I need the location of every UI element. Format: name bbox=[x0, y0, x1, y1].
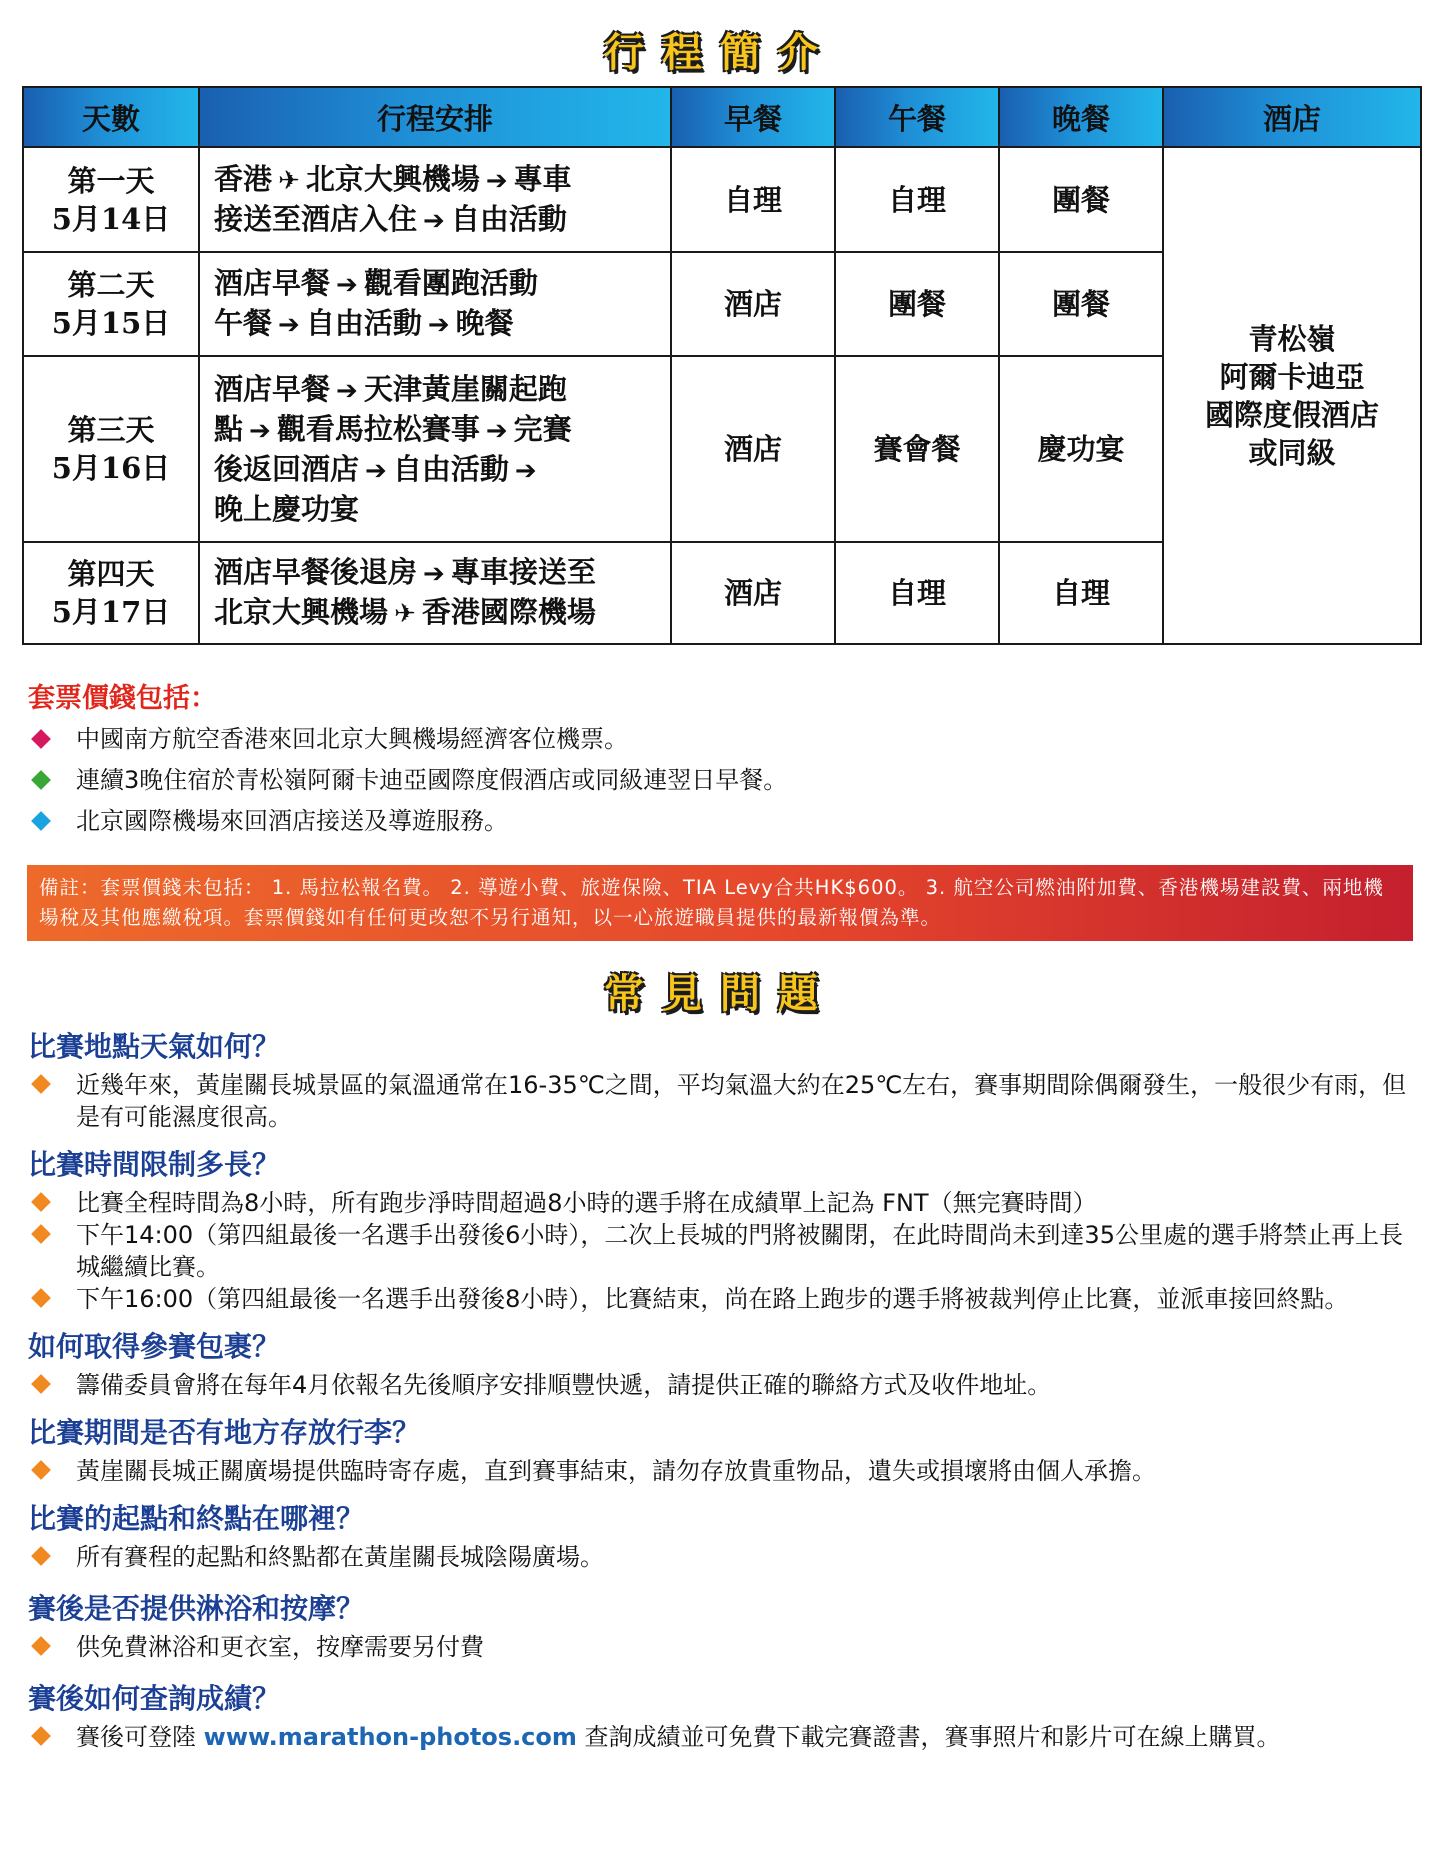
inclusion-text: 連續3晚住宿於青松嶺阿爾卡迪亞國際度假酒店或同級連翌日早餐。 bbox=[76, 766, 788, 794]
right-arrow-icon: ➔ bbox=[423, 205, 445, 236]
faq-answer-text: 黃崖關長城正關廣場提供臨時寄存處，直到賽事結束，請勿存放貴重物品，遺失或損壞將由個人承擔。 bbox=[76, 1457, 1156, 1485]
breakfast-cell: 酒店 bbox=[671, 252, 835, 356]
right-arrow-icon: ➔ bbox=[278, 310, 300, 340]
right-arrow-icon: ➔ bbox=[427, 310, 450, 340]
right-arrow-icon: ➔ bbox=[365, 456, 387, 486]
route-line bbox=[214, 304, 660, 344]
route-stop: 完賽 bbox=[513, 412, 572, 446]
faq-answer-text: 賽後可登陸 bbox=[76, 1723, 204, 1751]
faq-answer-list bbox=[28, 1187, 1418, 1315]
day-label: 第四天 bbox=[67, 557, 155, 591]
faq-answer-text: 供免費淋浴和更衣室，按摩需要另付費 bbox=[76, 1633, 484, 1661]
route-line bbox=[214, 553, 660, 593]
faq-answer bbox=[28, 1219, 1418, 1283]
route-line bbox=[214, 490, 660, 528]
route-cell bbox=[199, 542, 671, 644]
breakfast-cell: 自理 bbox=[671, 147, 835, 252]
diamond-bullet-icon bbox=[31, 1726, 51, 1746]
header-breakfast: 早餐 bbox=[671, 87, 835, 147]
route-stop: 後返回酒店 bbox=[214, 452, 360, 486]
faq-item bbox=[28, 1411, 1418, 1487]
diamond-bullet-icon bbox=[31, 1546, 51, 1566]
route-cell bbox=[199, 147, 671, 252]
faq-answer-list bbox=[28, 1721, 1418, 1753]
diamond-bullet-icon bbox=[31, 1460, 51, 1480]
right-arrow-icon: ➔ bbox=[485, 165, 508, 196]
faq-answer-text: 近幾年來，黃崖關長城景區的氣溫通常在16-35℃之間，平均氣溫大約在25℃左右，賽事期間除偶爾發生，一般很少有雨，但是有可能濕度很高。 bbox=[76, 1071, 1407, 1131]
diamond-bullet-icon bbox=[31, 1288, 51, 1308]
route-cell bbox=[199, 252, 671, 356]
route-cell bbox=[199, 356, 671, 542]
route-stop: 自由活動 bbox=[305, 306, 422, 340]
route-stop: 酒店早餐 bbox=[214, 266, 331, 300]
hotel-name-line: 國際度假酒店 bbox=[1204, 397, 1379, 432]
route-stop: 自由活動 bbox=[450, 201, 567, 236]
diamond-bullet-icon bbox=[31, 1192, 51, 1212]
faq-answer bbox=[28, 1369, 1418, 1401]
inclusion-text: 中國南方航空香港來回北京大興機場經濟客位機票。 bbox=[76, 725, 628, 753]
route-stop: 天津黃崖關起跑 bbox=[363, 372, 567, 406]
faq-answer-list bbox=[28, 1455, 1418, 1487]
lunch-cell: 自理 bbox=[835, 542, 999, 644]
faq-item bbox=[28, 1587, 1418, 1663]
inclusion-item bbox=[28, 765, 787, 806]
diamond-bullet-icon bbox=[31, 1074, 51, 1094]
faq-question: 比賽地點天氣如何？ bbox=[28, 1030, 281, 1063]
faq-item bbox=[28, 1677, 1418, 1753]
header-hotel: 酒店 bbox=[1163, 87, 1421, 147]
route-line bbox=[214, 200, 660, 240]
right-arrow-icon: ➔ bbox=[249, 416, 271, 446]
inclusion-text: 北京國際機場來回酒店接送及導遊服務。 bbox=[76, 807, 508, 835]
diamond-bullet-icon bbox=[31, 1224, 51, 1244]
route-stop: 北京大興機場 bbox=[305, 161, 480, 196]
right-arrow-icon: ➔ bbox=[336, 270, 358, 300]
note-banner: 備註：套票價錢未包括： 1. 馬拉松報名費。 2. 導遊小費、旅遊保險、TIA Levy合共HK$600。 3. 航空公司燃油附加費、香港機場建設費、兩地機場稅及其他應繳稅項。套票價錢如有任何更改恕不另行通知，以一心旅遊職員提供的最新報價為準。 bbox=[27, 865, 1413, 941]
faq-title: 常見問題 bbox=[604, 970, 836, 1017]
lunch-cell: 自理 bbox=[835, 147, 999, 252]
lunch-cell: 團餐 bbox=[835, 252, 999, 356]
faq-answer bbox=[28, 1721, 1418, 1753]
day-label: 第三天 bbox=[67, 413, 155, 447]
day-label: 第二天 bbox=[67, 268, 155, 302]
route-line bbox=[214, 370, 660, 410]
diamond-bullet-icon bbox=[31, 770, 51, 790]
breakfast-cell: 酒店 bbox=[671, 356, 835, 542]
dinner-cell: 團餐 bbox=[999, 147, 1163, 252]
day-cell bbox=[23, 542, 199, 644]
route-stop: 香港國際機場 bbox=[421, 595, 596, 629]
route-stop: 晚餐 bbox=[455, 306, 514, 340]
itinerary-title: 行程簡介 bbox=[604, 29, 836, 76]
faq-answer bbox=[28, 1455, 1418, 1487]
day-date: 5月16日 bbox=[51, 451, 171, 485]
inclusions-title: 套票價錢包括： bbox=[28, 683, 217, 714]
results-website-link[interactable]: www.marathon-photos.com bbox=[203, 1723, 577, 1751]
route-stop: 自由活動 bbox=[392, 452, 509, 486]
route-line bbox=[214, 450, 660, 490]
faq-answer-text: 比賽全程時間為8小時，所有跑步淨時間超過8小時的選手將在成績單上記為 FNT（無完賽時間） bbox=[76, 1189, 1097, 1217]
route-stop: 香港 bbox=[214, 161, 273, 196]
route-stop: 點 bbox=[214, 412, 244, 446]
faq-item bbox=[28, 1325, 1418, 1401]
right-arrow-icon: ➔ bbox=[336, 376, 358, 406]
inclusions-list bbox=[28, 724, 787, 847]
faq-answer bbox=[28, 1631, 1418, 1663]
diamond-bullet-icon bbox=[31, 811, 51, 831]
diamond-bullet-icon bbox=[31, 1374, 51, 1394]
route-stop: 觀看團跑活動 bbox=[363, 266, 538, 300]
route-stop: 專車 bbox=[513, 161, 572, 196]
faq-answer-text: 籌備委員會將在每年4月依報名先後順序安排順豐快遞，請提供正確的聯絡方式及收件地址。 bbox=[76, 1371, 1052, 1399]
day-cell bbox=[23, 147, 199, 252]
faq-answer-list bbox=[28, 1369, 1418, 1401]
hotel-name-line: 青松嶺 bbox=[1248, 321, 1336, 356]
faq-list bbox=[28, 1025, 1418, 1753]
faq-answer bbox=[28, 1187, 1418, 1219]
day-date: 5月15日 bbox=[51, 306, 171, 340]
faq-answer-list bbox=[28, 1069, 1418, 1133]
plane-icon: ✈ bbox=[394, 599, 416, 629]
day-cell bbox=[23, 356, 199, 542]
hotel-name-line: 阿爾卡迪亞 bbox=[1219, 359, 1365, 394]
faq-question: 比賽期間是否有地方存放行李？ bbox=[28, 1416, 421, 1449]
itinerary-row bbox=[23, 147, 1421, 252]
route-stop: 晚上慶功宴 bbox=[214, 492, 360, 526]
right-arrow-icon: ➔ bbox=[423, 559, 445, 589]
route-stop: 專車接送至 bbox=[450, 555, 596, 589]
inclusion-item bbox=[28, 724, 787, 765]
day-date: 5月17日 bbox=[51, 595, 171, 629]
faq-question: 比賽時間限制多長？ bbox=[28, 1148, 281, 1181]
route-stop: 酒店早餐後退房 bbox=[214, 555, 418, 589]
faq-answer-list bbox=[28, 1541, 1418, 1573]
hotel-name-line: 或同級 bbox=[1248, 435, 1336, 470]
day-cell bbox=[23, 252, 199, 356]
diamond-bullet-icon bbox=[31, 729, 51, 749]
faq-answer-text: 下午14:00（第四組最後一名選手出發後6小時），二次上長城的門將被關閉，在此時間尚未到達35公里處的選手將禁止再上長城繼續比賽。 bbox=[76, 1221, 1403, 1281]
faq-item bbox=[28, 1497, 1418, 1573]
diamond-bullet-icon bbox=[31, 1636, 51, 1656]
dinner-cell: 團餐 bbox=[999, 252, 1163, 356]
itinerary-header-row bbox=[23, 87, 1421, 147]
header-lunch: 午餐 bbox=[835, 87, 999, 147]
faq-answer-text: 所有賽程的起點和終點都在黃崖關長城陰陽廣場。 bbox=[76, 1543, 604, 1571]
route-stop: 接送至酒店入住 bbox=[214, 201, 418, 236]
route-line bbox=[214, 160, 660, 200]
inclusion-item bbox=[28, 806, 787, 847]
dinner-cell: 自理 bbox=[999, 542, 1163, 644]
hotel-cell bbox=[1163, 147, 1421, 644]
right-arrow-icon: ➔ bbox=[485, 416, 508, 446]
header-days: 天數 bbox=[23, 87, 199, 147]
faq-answer-text: 下午16:00（第四組最後一名選手出發後8小時），比賽結束，尚在路上跑步的選手將被裁判停止比賽，並派車接回終點。 bbox=[76, 1285, 1349, 1313]
route-stop: 北京大興機場 bbox=[214, 595, 389, 629]
breakfast-cell: 酒店 bbox=[671, 542, 835, 644]
route-line bbox=[214, 593, 660, 633]
header-route: 行程安排 bbox=[199, 87, 671, 147]
faq-item bbox=[28, 1143, 1418, 1315]
route-stop: 觀看馬拉松賽事 bbox=[276, 412, 480, 446]
faq-answer bbox=[28, 1541, 1418, 1573]
day-date: 5月14日 bbox=[51, 201, 171, 236]
faq-answer-list bbox=[28, 1631, 1418, 1663]
faq-answer bbox=[28, 1283, 1418, 1315]
lunch-cell: 賽會餐 bbox=[835, 356, 999, 542]
route-stop: 酒店早餐 bbox=[214, 372, 331, 406]
route-line bbox=[214, 410, 660, 450]
faq-question: 賽後是否提供淋浴和按摩？ bbox=[28, 1592, 365, 1625]
plane-icon: ✈ bbox=[278, 165, 300, 196]
faq-answer bbox=[28, 1069, 1418, 1133]
dinner-cell: 慶功宴 bbox=[999, 356, 1163, 542]
route-line bbox=[214, 264, 660, 304]
route-stop: 午餐 bbox=[214, 306, 273, 340]
itinerary-table bbox=[22, 86, 1422, 645]
faq-answer-text: 查詢成績並可免費下載完賽證書，賽事照片和影片可在線上購買。 bbox=[576, 1723, 1281, 1751]
header-dinner: 晚餐 bbox=[999, 87, 1163, 147]
faq-item bbox=[28, 1025, 1418, 1133]
right-arrow-icon: ➔ bbox=[514, 456, 537, 486]
faq-question: 賽後如何查詢成績？ bbox=[28, 1682, 281, 1715]
day-label: 第一天 bbox=[67, 163, 155, 198]
faq-question: 比賽的起點和終點在哪裡？ bbox=[28, 1502, 365, 1535]
faq-question: 如何取得參賽包裹？ bbox=[28, 1330, 281, 1363]
